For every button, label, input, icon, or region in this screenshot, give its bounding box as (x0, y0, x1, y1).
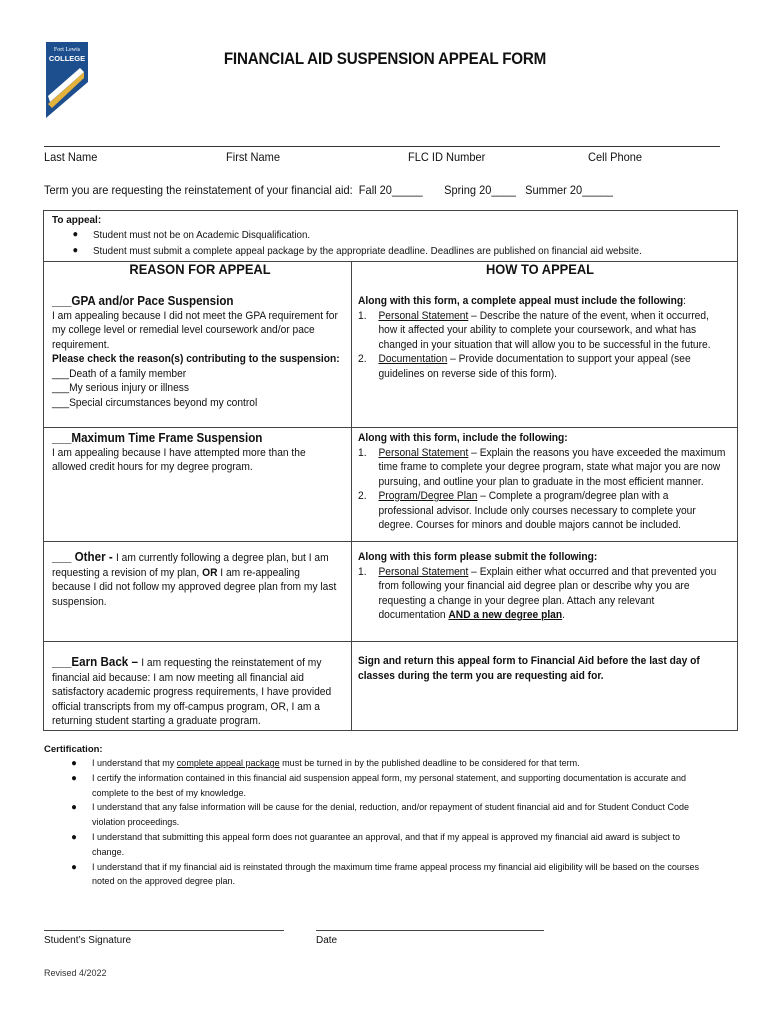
earn-back-reason: ___Earn Back – I am requesting the reinstatement of my financial aid because: I am now meeting all financial aid satisfactory academic progress requirements, I have provided official transcripts from my off-campus program, OR, I am a returning student starting a graduate program. (52, 655, 332, 727)
first-name-label: First Name (226, 150, 280, 164)
table-divider (44, 427, 737, 428)
table-divider (44, 541, 737, 542)
to-appeal-item: ● Student must submit a complete appeal package by the appropriate deadline. Deadlines are published on financial aid website. (72, 245, 642, 257)
cell-phone-label: Cell Phone (588, 150, 643, 164)
certification-item: ● I understand that my complete appeal package must be turned in by the published deadline to be considered for that term. (71, 758, 580, 769)
reason-column-header: REASON FOR APPEAL (129, 261, 271, 277)
term-line: Term you are requesting the reinstatement of your financial aid: Fall 20_____ Spring 20____ Summer 20_____ (44, 183, 613, 197)
revised-date: Revised 4/2022 (44, 968, 107, 978)
svg-text:Fort Lewis: Fort Lewis (53, 47, 81, 53)
student-signature-label: Student’s Signature (44, 935, 132, 946)
certification-item: ● I understand that if my financial aid is reinstated through the maximum time frame appeal process my financial aid eligibility will be based on the courses noted on the approved degree plan. (71, 861, 699, 888)
how-column-header: HOW TO APPEAL (485, 261, 595, 277)
gpa-text: I am appealing because I did not meet the GPA requirement for (52, 309, 338, 322)
gpa-how: Along with this form, a complete appeal must include the following: 1. Personal Statement – Describe the nature of the event, when it occurred, how it affected your ability to complete your coursework, and what has changed in your situation that will allow you to be successful in the future. 2. Documentation – Provide documentation to support your appeal (see guidelines on reverse side of this form). (358, 295, 711, 380)
max-time-how: Along with this form, include the following: 1. Personal Statement – Explain the reasons you have exceeded the maximum time frame to complete your degree program, state what major you are now pursuing, and outline your plan to graduate in the most efficient manner. 2. Program/Degree Plan – Complete a program/degree plan with a professional advisor. Include only courses necessary to complete your degree. Courses for minors and double majors cannot be included. (358, 432, 726, 531)
gpa-heading: ___GPA and/or Pace Suspension (52, 294, 234, 308)
earn-back-heading: ___Earn Back – (52, 655, 142, 669)
date-line[interactable] (316, 930, 544, 931)
gpa-how-intro: Along with this form, a complete appeal must include the following (358, 295, 684, 307)
table-divider (44, 641, 737, 642)
to-appeal-title: To appeal: (52, 214, 102, 226)
max-time-heading: ___Maximum Time Frame Suspension (52, 431, 263, 445)
other-how: Along with this form please submit the following: 1. Personal Statement – Explain either what occurred and that prevented you from following your financial aid degree plan or describe why you are requesting a change in your degree plan. Attach any relevant documentation AND a new degree plan. (358, 551, 717, 621)
gpa-text: requirement. (52, 338, 110, 351)
other-reason: ___ Other - I am currently following a degree plan, but I am requesting a revision of my plan, OR I am re-appealing because I did not follow my approved degree plan from my last suspension. (52, 550, 337, 608)
date-label: Date (316, 935, 338, 946)
to-appeal-item: ● Student must not be on Academic Disqualification. (72, 229, 311, 241)
certification-item: ● I understand that submitting this appeal form does not guarantee an approval, and that if my appeal is approved my financial aid award is subject to change. (71, 831, 680, 858)
certification-item: ● I understand that any false information will be cause for the denial, reduction, and/or repayment of student financial aid and for Student Conduct Code violation proceedings. (71, 802, 690, 829)
name-line (44, 146, 720, 147)
student-signature-line[interactable] (44, 930, 284, 931)
max-time-reason: ___Maximum Time Frame Suspension I am appealing because I have attempted more than the allowed credit hours for my degree program. (52, 431, 350, 475)
gpa-reason-option: ___My serious injury or illness (52, 382, 190, 394)
gpa-text: my college level or remedial level coursework and/or pace (52, 324, 315, 336)
personal-statement-link: Personal Statement (378, 309, 469, 322)
gpa-reason-option: ___Special circumstances beyond my control (52, 396, 258, 409)
last-name-label: Last Name (44, 150, 98, 164)
documentation-link: Documentation (378, 353, 448, 365)
earn-back-how: Sign and return this appeal form to Financial Aid before the last day of classes during the term you are requesting aid for. (358, 655, 700, 682)
svg-text:COLLEGE: COLLEGE (48, 54, 86, 63)
certification-list (71, 757, 757, 890)
flc-id-label: FLC ID Number (408, 150, 486, 164)
certification-title: Certification: (44, 744, 103, 755)
certification-item: ● I certify the information contained in this financial aid suspension appeal form, my personal statement, and supporting documentation is accurate and complete to the best of my knowledge. (71, 772, 686, 799)
gpa-check-label: Please check the reason(s) contributing to the suspension: (52, 353, 340, 365)
other-heading: ___ Other - (52, 550, 116, 564)
page-title: FINANCIAL AID SUSPENSION APPEAL FORM (223, 50, 547, 68)
gpa-reason-option: ___Death of a family member (52, 367, 187, 380)
column-divider (351, 261, 352, 731)
gpa-reason (52, 294, 350, 410)
